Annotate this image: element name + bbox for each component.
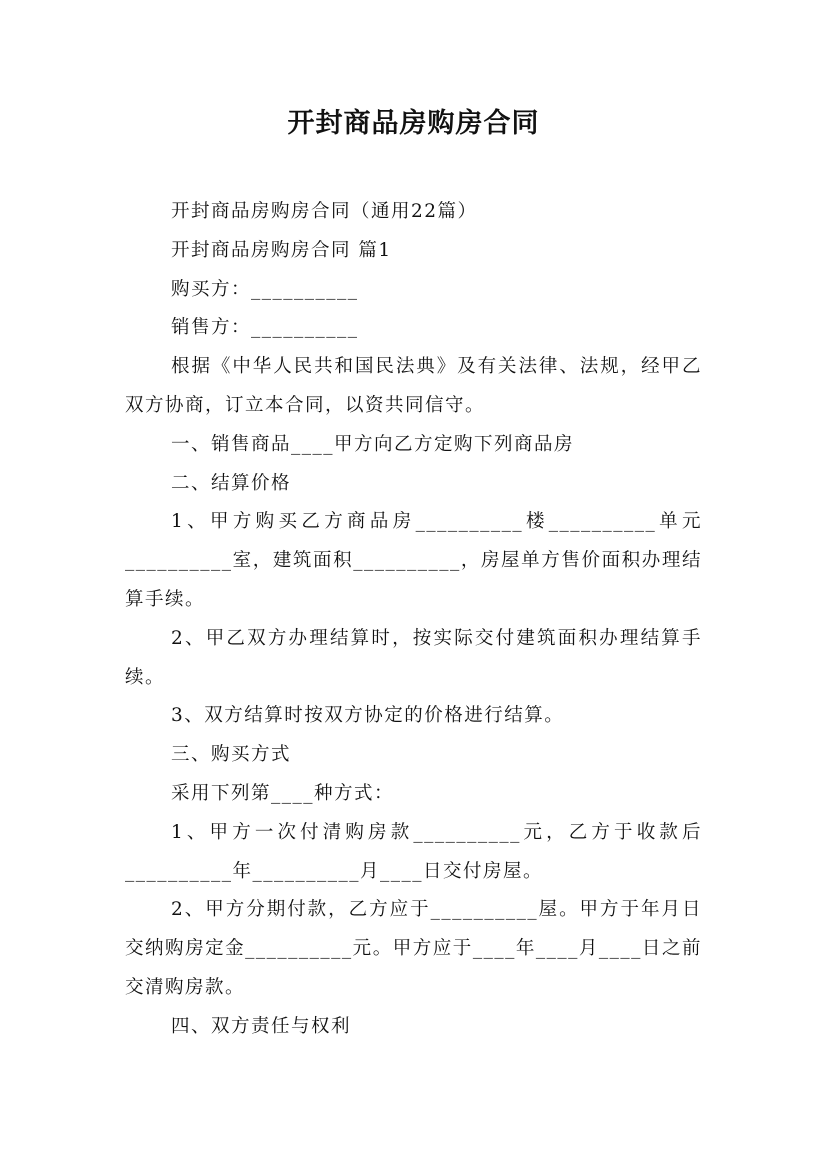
seller-line: 销售方：__________: [171, 317, 359, 339]
section-heading: 二、结算价格: [171, 472, 292, 494]
buyer-line: 购买方：__________: [171, 278, 359, 300]
document-title: 开封商品房购房合同: [287, 108, 540, 139]
section-heading: 一、销售商品____甲方向乙方定购下列商品房: [171, 433, 575, 455]
paragraph: 采用下列第____种方式：: [171, 782, 395, 804]
paragraph: 2、甲乙双方办理结算时，按实际交付建筑面积办理结算手续。: [125, 627, 702, 688]
paragraph: 3、双方结算时按双方协定的价格进行结算。: [171, 705, 565, 727]
document-body: [125, 193, 702, 1047]
paragraph: 开封商品房购房合同 篇1: [171, 239, 392, 261]
paragraph: 2、甲方分期付款，乙方应于__________屋。甲方于年月日交纳购房定金__________元。甲方应于____年____月____日之前交清购房款。: [125, 899, 702, 998]
paragraph: 1、甲方一次付清购房款__________元，乙方于收款后__________年__________月____日交付房屋。: [125, 821, 702, 882]
paragraph: 开封商品房购房合同（通用22篇）: [171, 201, 478, 222]
section-heading: 四、双方责任与权利: [171, 1015, 352, 1037]
paragraph: 根据《中华人民共和国民法典》及有关法律、法规，经甲乙双方协商，订立本合同，以资共同信守。: [125, 356, 702, 416]
section-heading: 三、购买方式: [171, 744, 292, 766]
paragraph: 1、甲方购买乙方商品房__________楼__________单元__________室，建筑面积__________，房屋单方售价面积办理结算手续。: [125, 511, 702, 610]
